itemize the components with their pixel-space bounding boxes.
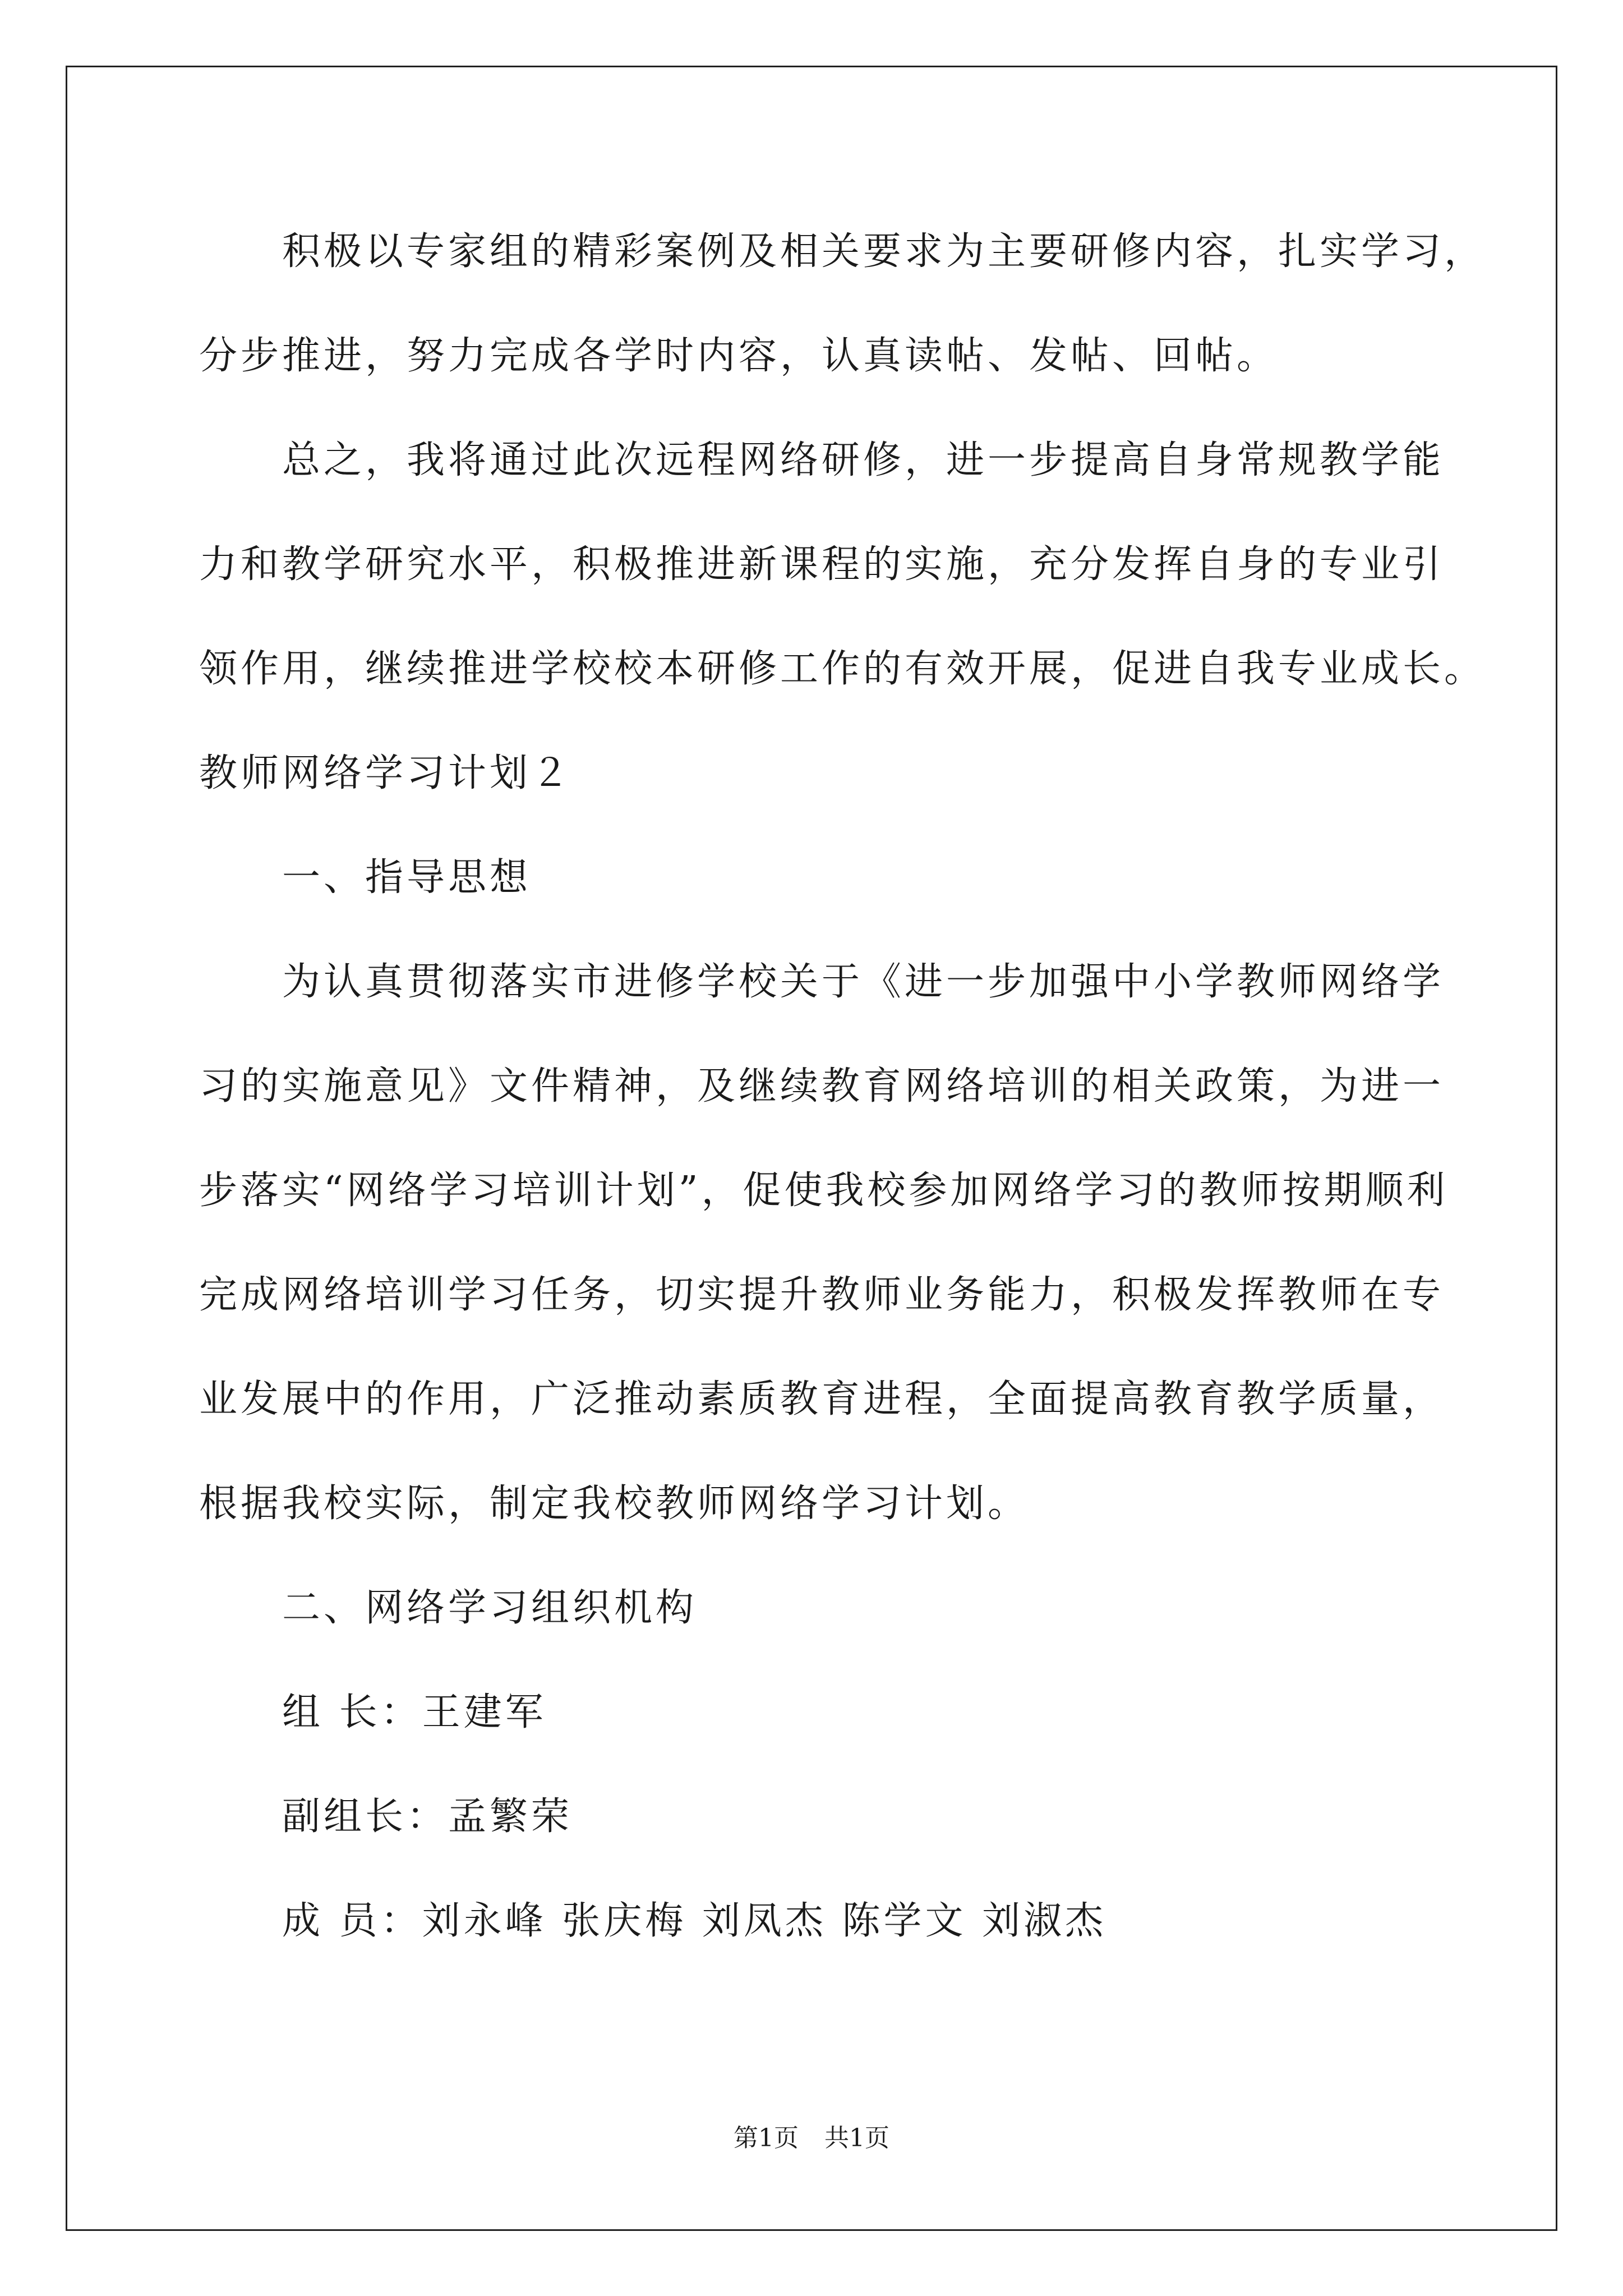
paragraph-line: 根据我校实际，制定我校教师网络学习计划。 (199, 1481, 1030, 1526)
paragraph-line: 力和教学研究水平，积极推进新课程的实施，充分发挥自身的专业引 (199, 542, 1445, 587)
paragraph-line: 习的实施意见》文件精神，及继续教育网络培训的相关政策，为进一 (199, 1064, 1445, 1108)
member-line: 副组长：孟繁荣 (282, 1795, 573, 1839)
page-total: 共1页 (824, 2124, 889, 2152)
paragraph-line: 为认真贯彻落实市进修学校关于《进一步加强中小学教师网络学 (282, 960, 1445, 1004)
section-title: 教师网络学习计划２ (199, 751, 573, 795)
paragraph-line: 分步推进，努力完成各学时内容，认真读帖、发帖、回帖。 (199, 334, 1279, 378)
member-line: 组 长：王建军 (282, 1690, 547, 1734)
section-heading: 一、指导思想 (282, 855, 532, 900)
paragraph-line: 领作用，继续推进学校校本研修工作的有效开展，促进自我专业成长。 (199, 647, 1486, 691)
paragraph-line: 积极以专家组的精彩案例及相关要求为主要研修内容，扎实学习， (282, 229, 1486, 274)
page-number: 第1页 (734, 2124, 799, 2152)
paragraph-line: 总之，我将通过此次远程网络研修，进一步提高自身常规教学能 (282, 438, 1445, 482)
member-line: 成 员：刘永峰 张庆梅 刘凤杰 陈学文 刘淑杰 (282, 1899, 1107, 1943)
page-footer (0, 2126, 1623, 2151)
paragraph-line: 完成网络培训学习任务，切实提升教师业务能力，积极发挥教师在专 (199, 1273, 1445, 1317)
paragraph-line: 步落实“网络学习培训计划”，促使我校参加网络学习的教师按期顺利 (199, 1168, 1449, 1213)
section-heading: 二、网络学习组织机构 (282, 1586, 698, 1630)
paragraph-line: 业发展中的作用，广泛推动素质教育进程，全面提高教育教学质量， (199, 1377, 1445, 1421)
